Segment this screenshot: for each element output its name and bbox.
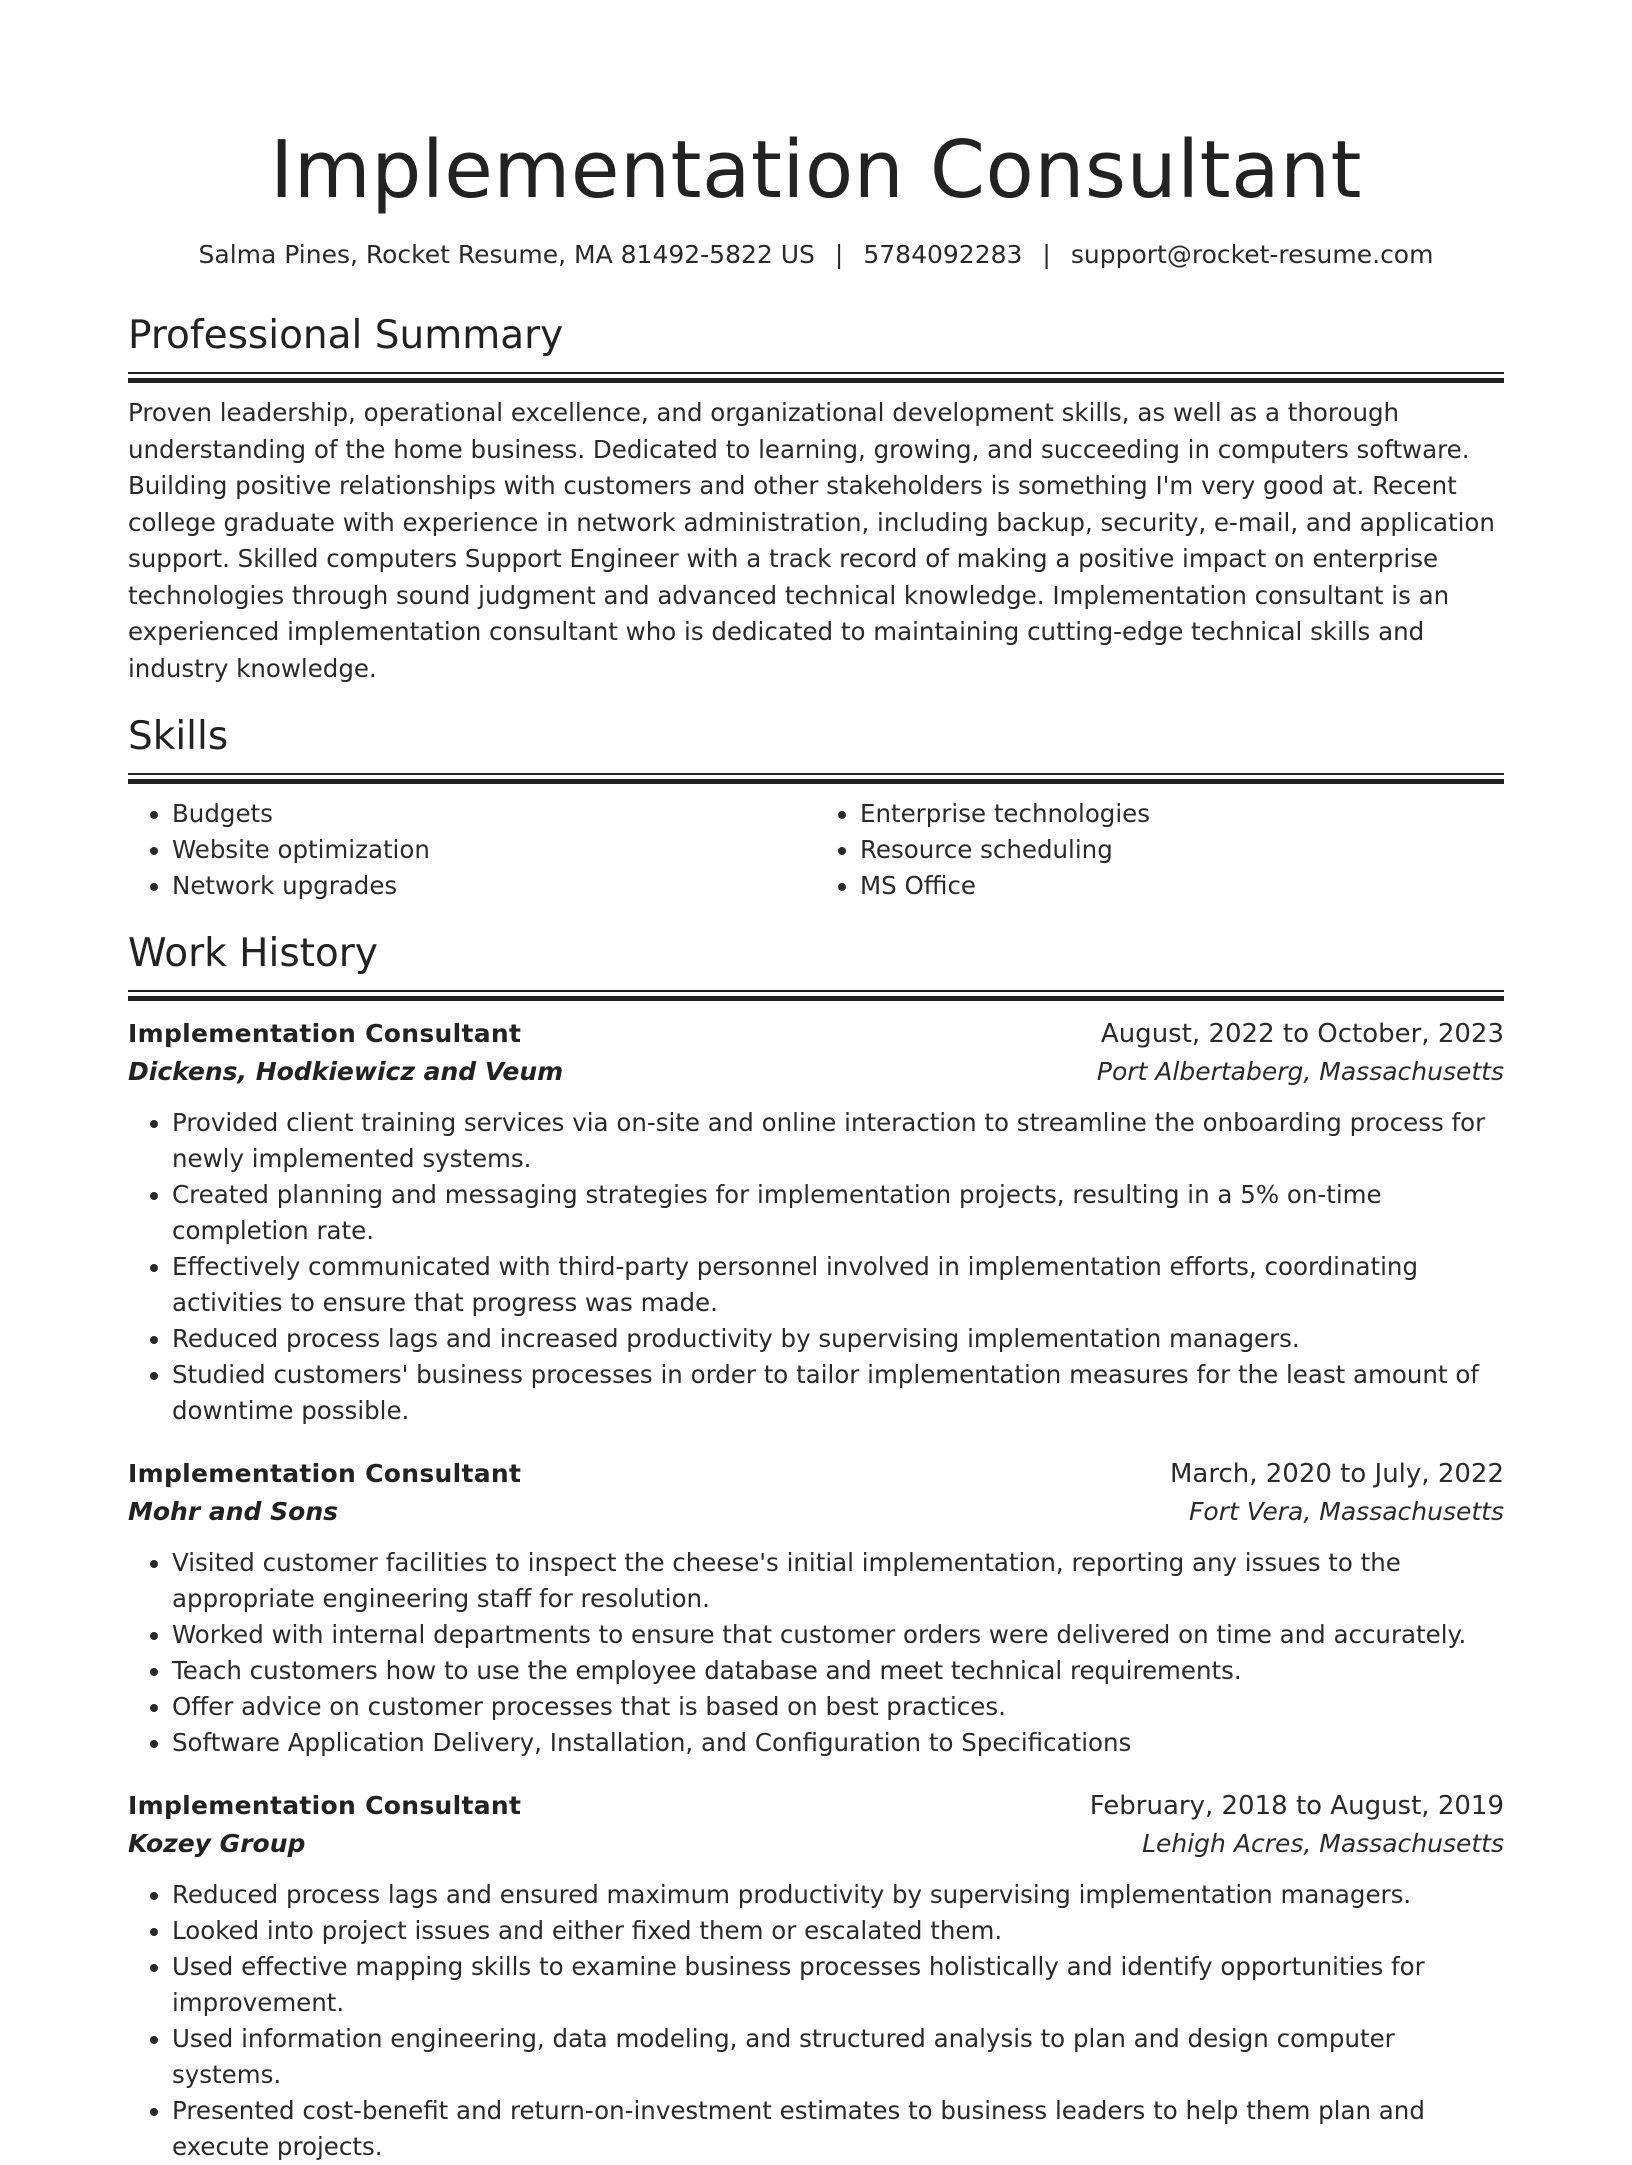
job-dates: March, 2020 to July, 2022 [1169,1459,1504,1489]
job-bullets [128,1545,1504,1761]
contact-phone: 5784092283 [863,240,1023,269]
job-bullet: • Software Application Delivery, Installation, and Configuration to Specifications [172,1725,1504,1761]
summary-section [128,312,1504,687]
section-heading-summary: Professional Summary [128,313,564,358]
skill-item: • Resource scheduling [860,832,1504,868]
job-location: Lehigh Acres, Massachusetts [1142,1829,1504,1858]
skills-column-right [816,796,1504,904]
contact-address: Salma Pines, Rocket Resume, MA 81492-5822 US [198,240,815,269]
job-bullets [128,1877,1504,2165]
section-heading-skills: Skills [128,714,229,759]
skill-item: • Website optimization [172,832,816,868]
job-bullet: • Offer advice on customer processes that is based on best practices. [172,1689,1504,1725]
job-bullets [128,1105,1504,1429]
section-heading-work-history: Work History [128,931,378,976]
job-company: Kozey Group [128,1829,306,1858]
contact-separator: | [1042,240,1051,269]
job-bullet: • Teach customers how to use the employee database and meet technical requirements. [172,1653,1504,1689]
job-bullet: • Effectively communicated with third-party personnel involved in implementation efforts, coordinating activities to ensure that progress was made. [172,1249,1504,1321]
skill-item: • Budgets [172,796,816,832]
job-dates: February, 2018 to August, 2019 [1089,1791,1504,1821]
job-header-row [128,1787,1504,1825]
contact-separator: | [834,240,844,269]
job-entry [128,1787,1504,2165]
summary-text: Proven leadership, operational excellence, and organizational development skills, as well as a thorough understanding of the home business. Dedicated to learning, growing, and succeeding in computers software. Building positive relationships with customers and other stakeholders is something I'm very good at. Recent college graduate with experience in network administration, including backup, security, e-mail, and application support. Skilled computers Support Engineer with a track record of making a positive impact on enterprise technologies through sound judgment and advanced technical knowledge. Implementation consultant is an experienced implementation consultant who is dedicated to maintaining cutting-edge technical skills and industry knowledge. [128,398,1495,683]
job-company-row [128,1493,1504,1531]
job-company-row [128,1053,1504,1091]
skill-item: • Enterprise technologies [860,796,1504,832]
job-bullet: • Looked into project issues and either fixed them or escalated them. [172,1913,1504,1949]
job-bullet: • Used information engineering, data modeling, and structured analysis to plan and design computer systems. [172,2021,1504,2093]
job-bullet: • Presented cost-benefit and return-on-investment estimates to business leaders to help them plan and execute projects. [172,2093,1504,2165]
job-bullet: • Provided client training services via on-site and online interaction to streamline the onboarding process for newly implemented systems. [172,1105,1504,1177]
section-divider [128,372,1504,383]
job-title: Implementation Consultant [128,1019,522,1048]
skills-column-left [128,796,816,904]
job-location: Fort Vera, Massachusetts [1189,1497,1504,1526]
job-company-row [128,1825,1504,1863]
contact-email[interactable]: support@rocket-resume.com [1070,240,1434,269]
skills-section [128,713,1504,904]
job-bullet: • Worked with internal departments to ensure that customer orders were delivered on time and accurately. [172,1617,1504,1653]
job-bullet: • Reduced process lags and increased productivity by supervising implementation managers. [172,1321,1504,1357]
job-bullet: • Created planning and messaging strategies for implementation projects, resulting in a 5% on-time completion rate. [172,1177,1504,1249]
job-company: Mohr and Sons [128,1497,339,1526]
skill-item: • Network upgrades [172,868,816,904]
job-bullet: • Visited customer facilities to inspect the cheese's initial implementation, reporting any issues to the appropriate engineering staff for resolution. [172,1545,1504,1617]
skill-item: • MS Office [860,868,1504,904]
section-divider [128,990,1504,1001]
resume-title: Implementation Consultant [269,124,1363,216]
job-bullet: • Used effective mapping skills to examine business processes holistically and identify opportunities for improvement. [172,1949,1504,2021]
job-header-row [128,1455,1504,1493]
skills-list [128,796,1504,904]
section-divider [128,773,1504,784]
work-history-section [128,930,1504,2165]
contact-line [128,238,1504,272]
job-bullet: • Reduced process lags and ensured maximum productivity by supervising implementation managers. [172,1877,1504,1913]
job-title: Implementation Consultant [128,1459,522,1488]
job-dates: August, 2022 to October, 2023 [1100,1019,1504,1049]
job-entry [128,1455,1504,1761]
job-company: Dickens, Hodkiewicz and Veum [128,1057,564,1086]
job-bullet: • Studied customers' business processes in order to tailor implementation measures for the least amount of downtime possible. [172,1357,1504,1429]
job-location: Port Albertaberg, Massachusetts [1096,1057,1504,1086]
job-entry [128,1015,1504,1429]
job-title: Implementation Consultant [128,1791,522,1820]
job-header-row [128,1015,1504,1053]
